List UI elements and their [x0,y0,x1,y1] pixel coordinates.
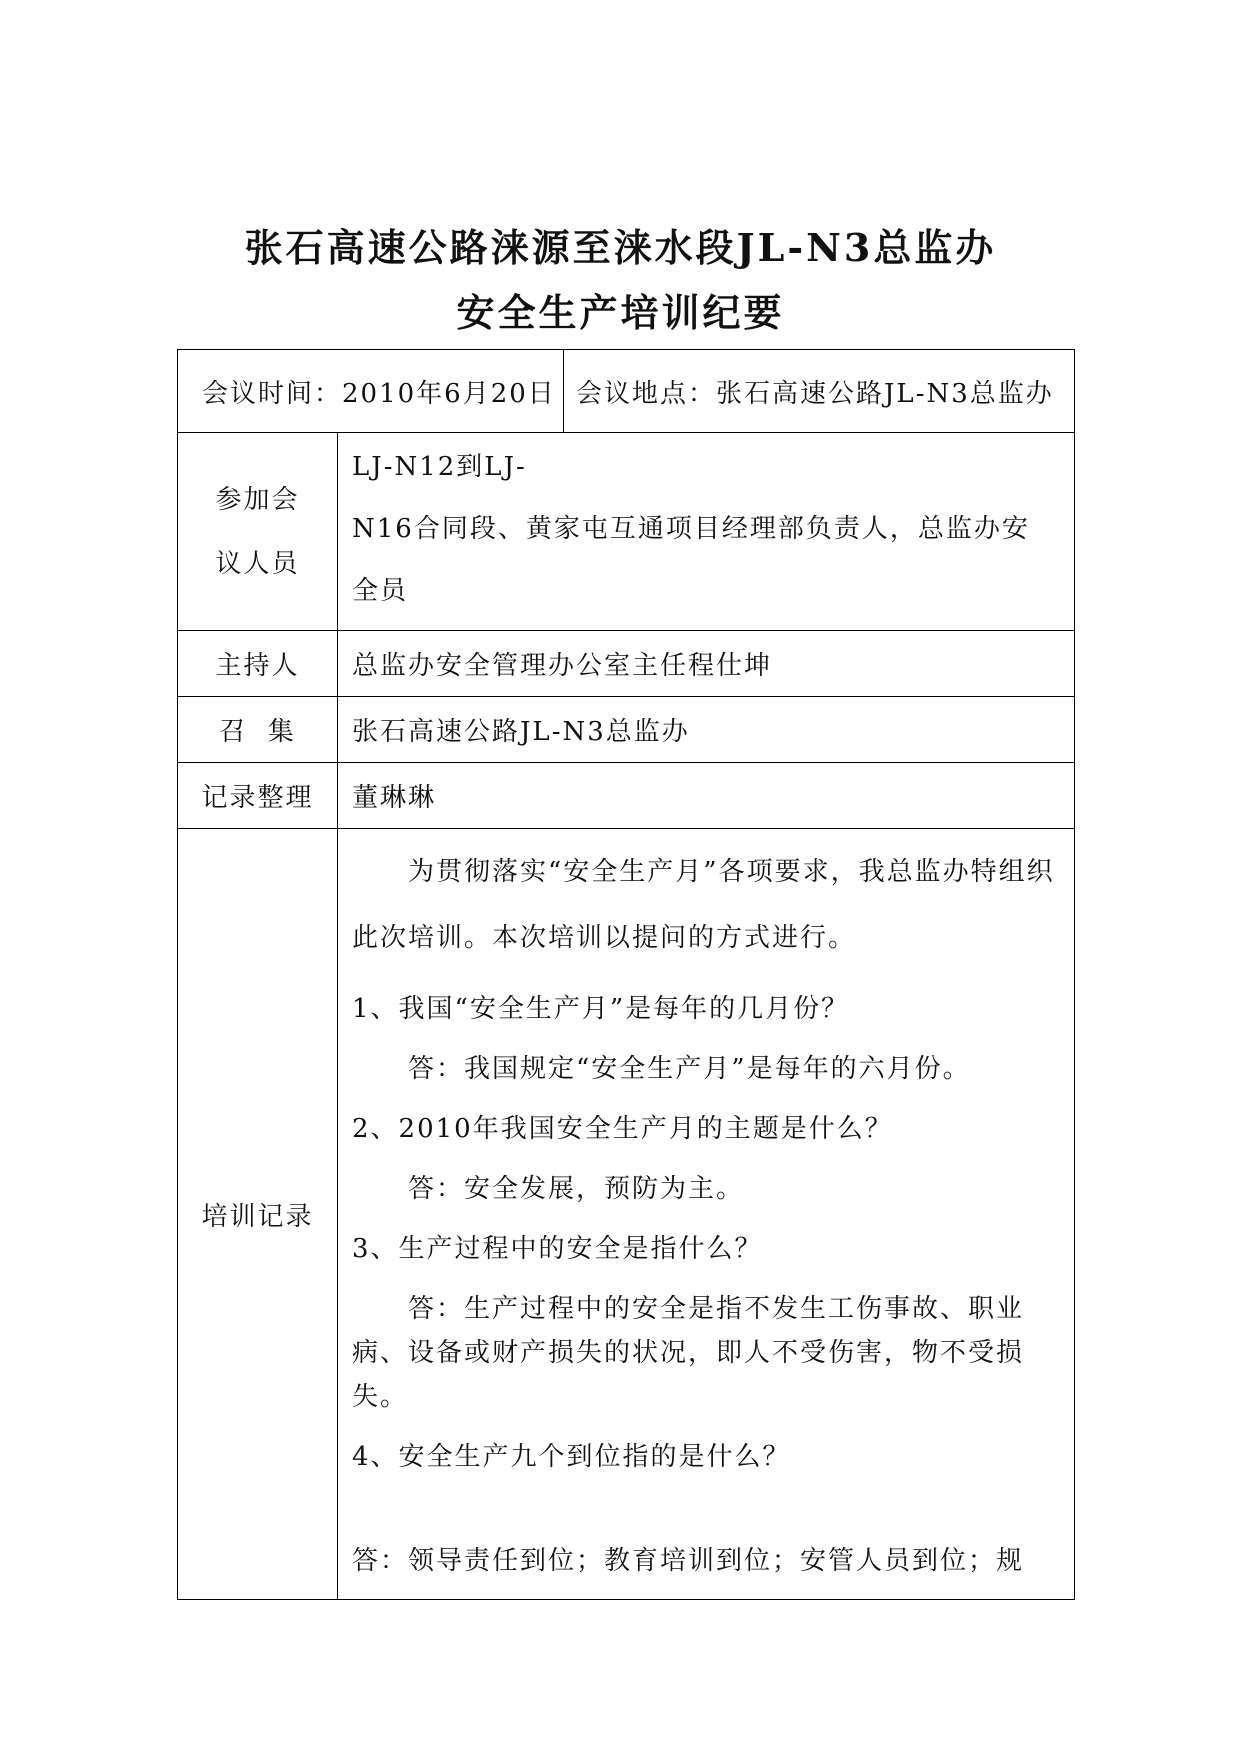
host-value: 总监办安全管理办公室主任程仕坤 [338,631,1075,697]
host-label: 主持人 [178,631,338,697]
answer-2: 答：安全发展，预防为主。 [408,1174,745,1204]
host-row [178,631,1075,697]
training-record [338,829,1075,1600]
training-intro: 为贯彻落实“安全生产月”各项要求，我总监办特组织此次培训。本次培训以提问的方式进行。 [352,857,1055,953]
answer-4: 答：领导责任到位；教育培训到位；安管人员到位；规 [352,1546,1025,1576]
recorder-label: 记录整理 [178,763,338,829]
meeting-place: 会议地点：张石高速公路JL-N3总监办 [576,378,1054,409]
attendees-line3: 全员 [352,576,409,606]
document-title-line2: 安全生产培训纪要 [456,290,785,335]
attendees-line2: N16合同段、黄家屯互通项目经理部负责人，总监办安 [352,514,1030,544]
convener-label: 召 集 [178,697,338,763]
meeting-time: 会议时间：2010年6月20日 [178,350,564,432]
training-label: 培训记录 [178,829,338,1600]
minutes-table [177,349,1075,1600]
attendees-line1: LJ-N12到LJ- [352,452,527,482]
attendees-value [338,433,1075,631]
question-2: 2、2010年我国安全生产月的主题是什么？ [352,1114,893,1144]
attendees-row [178,433,1075,631]
recorder-value: 董琳琳 [338,763,1075,829]
answer-3: 答：生产过程中的安全是指不发生工伤事故、职业病、设备或财产损失的状况，即人不受伤害，物不受损失。 [352,1294,1025,1412]
question-4: 4、安全生产九个到位指的是什么？ [352,1442,791,1472]
convener-value: 张石高速公路JL-N3总监办 [338,697,1075,763]
attendees-label [178,433,338,631]
question-3: 3、生产过程中的安全是指什么？ [352,1234,763,1264]
answer-1: 答：我国规定“安全生产月”是每年的六月份。 [408,1054,971,1084]
attendees-label-line2: 议人员 [215,548,300,579]
question-1: 1、我国“安全生产月”是每年的几月份？ [352,994,850,1024]
recorder-row [178,763,1075,829]
attendees-label-line1: 参加会 [215,484,300,515]
training-row [178,829,1075,1600]
meeting-info-row [178,350,1075,433]
convener-row [178,697,1075,763]
document-title-line1: 张石高速公路涞源至涞水段JL-N3总监办 [244,225,997,270]
